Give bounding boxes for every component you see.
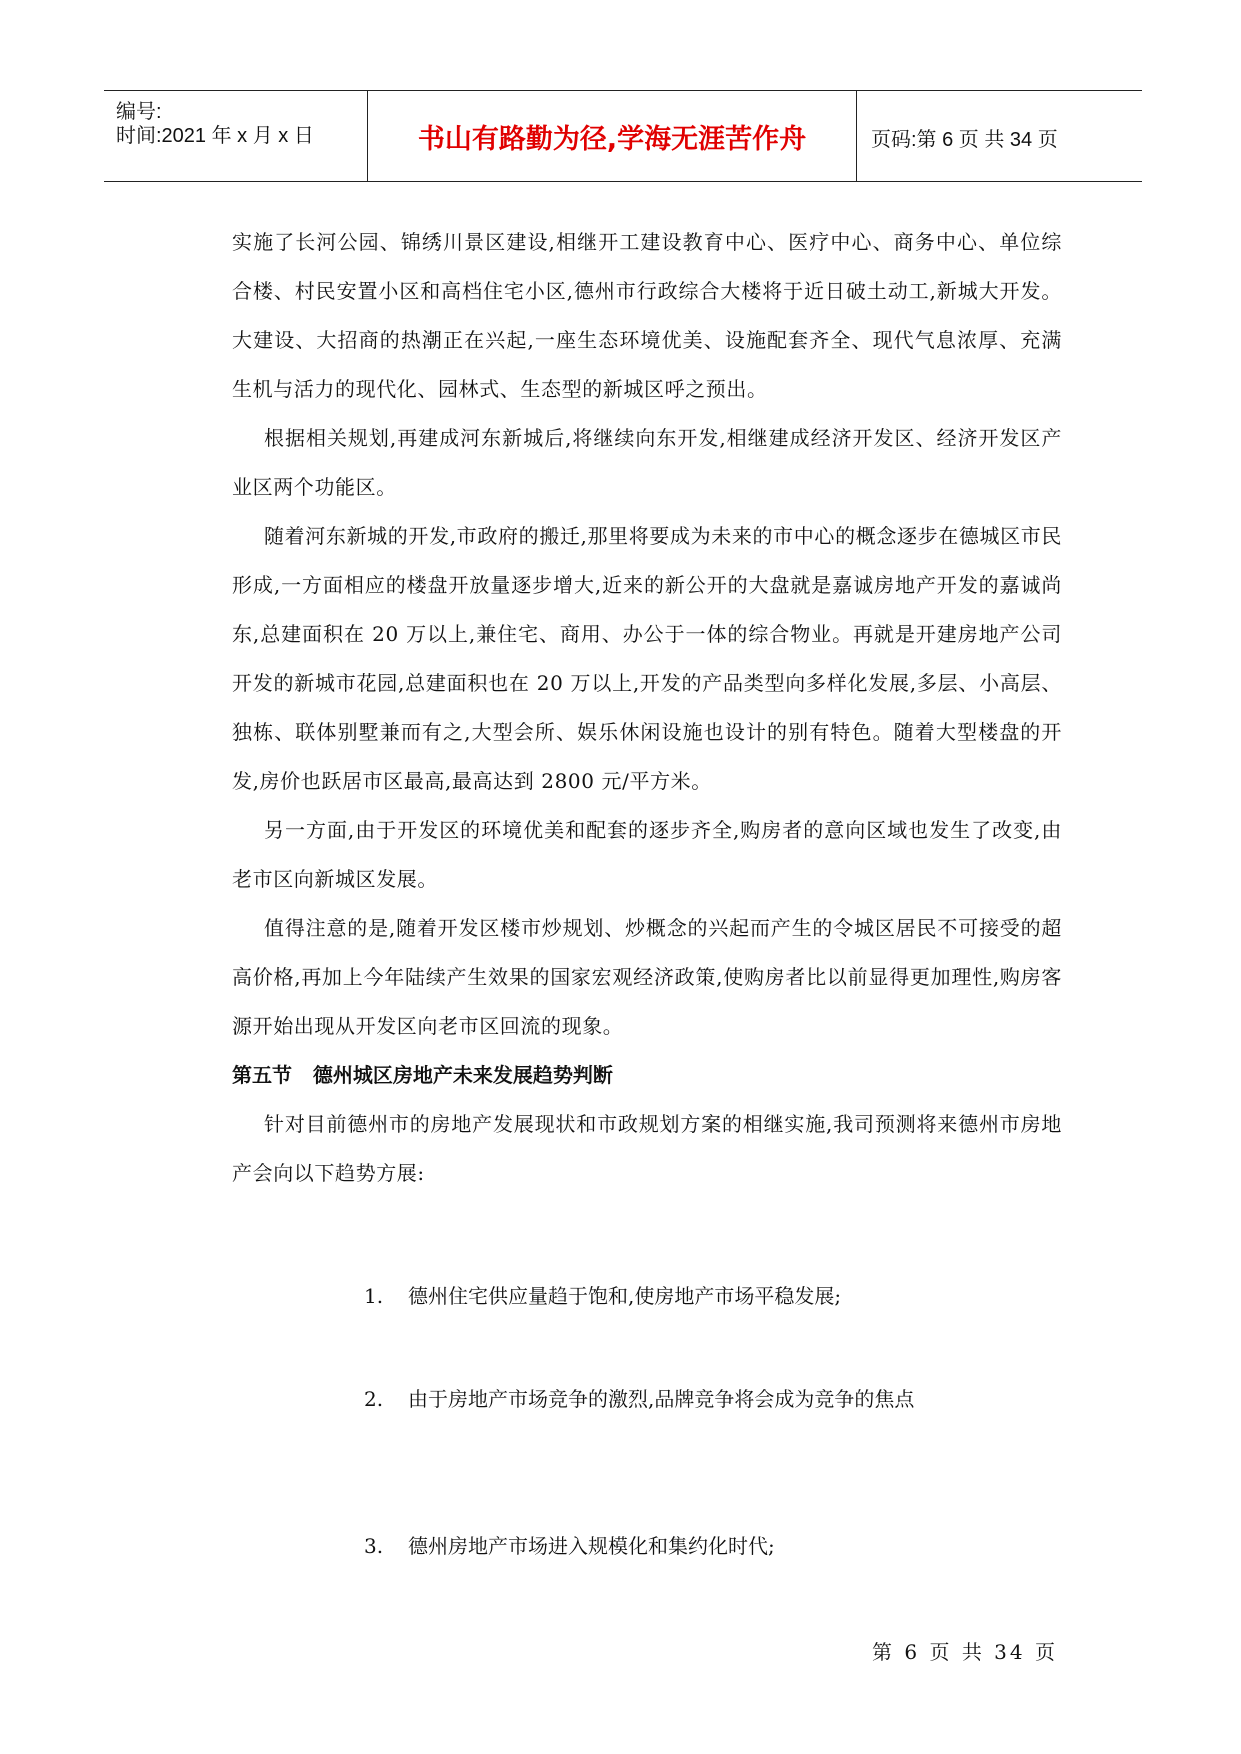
page-footer: 第 6 页 共 34 页 xyxy=(872,1640,1058,1664)
paragraph-2: 根据相关规划,再建成河东新城后,将继续向东开发,相继建成经济开发区、经济开发区产业区两个功能区。 xyxy=(232,426,1062,499)
header-middle-cell xyxy=(368,91,857,181)
paragraph-4: 另一方面,由于开发区的环境优美和配套的逐步齐全,购房者的意向区域也发生了改变,由老市区向新城区发展。 xyxy=(232,818,1062,891)
list-item-text: 由于房地产市场竞争的激烈,品牌竞争将会成为竞争的焦点 xyxy=(408,1387,915,1411)
list-item xyxy=(364,1383,914,1412)
header-left-cell xyxy=(104,91,368,181)
list-item xyxy=(364,1530,775,1559)
document-number-label: 编号: xyxy=(116,101,162,123)
header-right-cell xyxy=(857,91,1142,181)
document-time-label: 时间:2021 年 x 月 x 日 xyxy=(116,125,314,147)
paragraph-5: 值得注意的是,随着开发区楼市炒规划、炒概念的兴起而产生的令城区居民不可接受的超高价格,再加上今年陆续产生效果的国家宏观经济政策,使购房者比以前显得更加理性,购房客源开始出现从开发区向老市区回流的现象。 xyxy=(232,916,1062,1038)
paragraph-1: 实施了长河公园、锦绣川景区建设,相继开工建设教育中心、医疗中心、商务中心、单位综合楼、村民安置小区和高档住宅小区,德州市行政综合大楼将于近日破土动工,新城大开发。大建设、大招商的热潮正在兴起,一座生态环境优美、设施配套齐全、现代气息浓厚、充满生机与活力的现代化、园林式、生态型的新城区呼之预出。 xyxy=(232,230,1062,401)
list-item-number: 1. xyxy=(364,1284,384,1308)
header-motto: 书山有路勤为径,学海无涯苦作舟 xyxy=(417,124,807,155)
section-heading: 第五节 德州城区房地产未来发展趋势判断 xyxy=(232,1063,613,1087)
header-page-code: 页码:第 6 页 共 34 页 xyxy=(871,129,1058,151)
list-item-number: 3. xyxy=(364,1534,384,1558)
paragraph-6: 针对目前德州市的房地产发展现状和市政规划方案的相继实施,我司预测将来德州市房地产会向以下趋势方展: xyxy=(232,1112,1062,1185)
list-item xyxy=(364,1280,841,1309)
list-item-text: 德州房地产市场进入规模化和集约化时代; xyxy=(408,1534,775,1558)
list-item-text: 德州住宅供应量趋于饱和,使房地产市场平稳发展; xyxy=(408,1284,842,1308)
list-item-number: 2. xyxy=(364,1387,384,1411)
document-body xyxy=(232,218,1062,1198)
paragraph-3: 随着河东新城的开发,市政府的搬迁,那里将要成为未来的市中心的概念逐步在德城区市民形成,一方面相应的楼盘开放量逐步增大,近来的新公开的大盘就是嘉诚房地产开发的嘉诚尚东,总建面积在 20 万以上,兼住宅、商用、办公于一体的综合物业。再就是开建房地产公司开发的新城市花园,总建面积也在 20 万以上,开发的产品类型向多样化发展,多层、小高层、独栋、联体别墅兼而有之,大型会所、娱乐休闲设施也设计的别有特色。随着大型楼盘的开发,房价也跃居市区最高,最高达到 2800 元/平方米。 xyxy=(232,524,1062,793)
page-header xyxy=(104,90,1142,182)
